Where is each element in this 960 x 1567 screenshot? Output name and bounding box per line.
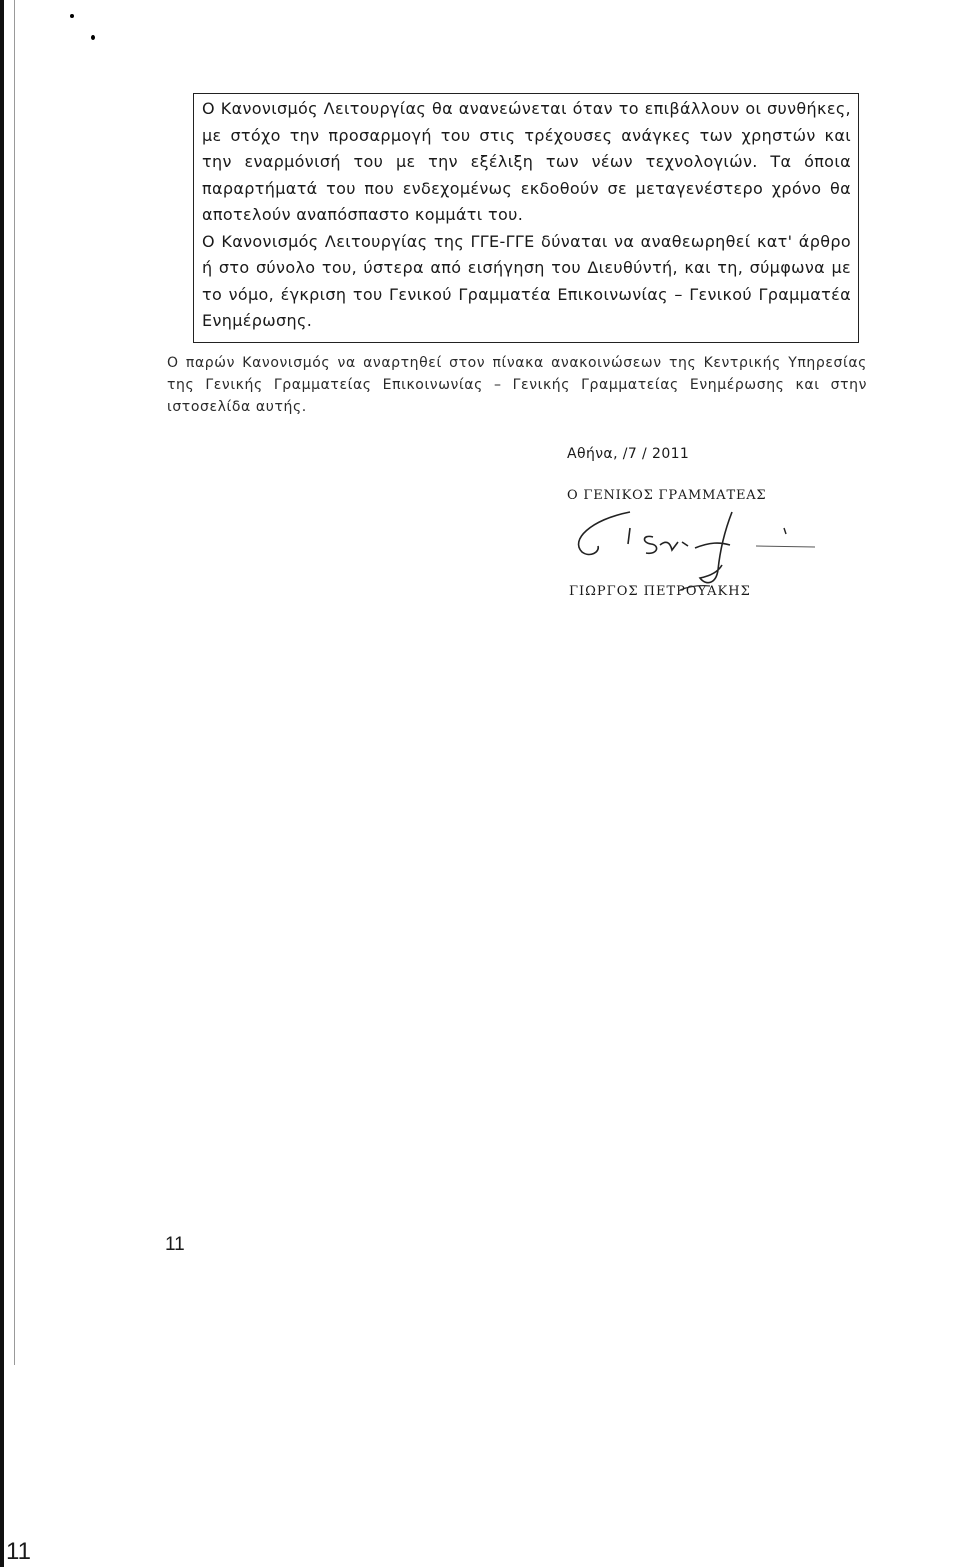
scan-left-border [0, 0, 4, 1567]
renewal-paragraph: Ο Κανονισμός Λειτουργίας θα ανανεώνεται όταν το επιβάλλουν οι συνθήκες, με στόχο την προσαρμογή του στις τρέχουσες ανάγκες των χρηστών και την εναρμόνισή του με την εξέλιξη των νέων τεχνολογιών. Τα όποια παραρτήματά του που ενδεχομένως εκδοθούν σε μεταγενέστερο χρόνο θα αποτελούν αναπόσπαστο κομμάτι του. [202, 99, 851, 224]
place-and-date: Αθήνα, /7 / 2011 [567, 446, 690, 462]
scan-speck [70, 14, 74, 18]
page-number: 11 [165, 1234, 185, 1255]
scan-margin-line [14, 0, 15, 1365]
page-number-corner: 11 [6, 1538, 31, 1565]
signatory-name: ΓΙΩΡΓΟΣ ΠΕΤΡΟΥΑΚΗΣ [569, 584, 751, 599]
regulation-revision-box [193, 93, 859, 343]
revision-paragraph: Ο Κανονισμός Λειτουργίας της ΓΓΕ-ΓΓΕ δύναται να αναθεωρηθεί κατ' άρθρο ή στο σύνολο του, ύστερα από εισήγηση του Διευθύντή, και τη, σύμφωνα με το νόμο, έγκριση του Γενικού Γραμματέα Επικοινωνίας – Γενικού Γραμματέα Ενημέρωσης. [202, 231, 851, 330]
posting-instruction: Ο παρών Κανονισμός να αναρτηθεί στον πίνακα ανακοινώσεων της Κεντρικής Υπηρεσίας της Γενικής Γραμματείας Επικοινωνίας – Γενικής Γραμματείας Ενημέρωσης και στην ιστοσελίδα αυτής. [167, 355, 867, 415]
scan-speck [91, 35, 95, 40]
signatory-title: Ο ΓΕΝΙΚΟΣ ΓΡΑΜΜΑΤΕΑΣ [567, 488, 767, 503]
